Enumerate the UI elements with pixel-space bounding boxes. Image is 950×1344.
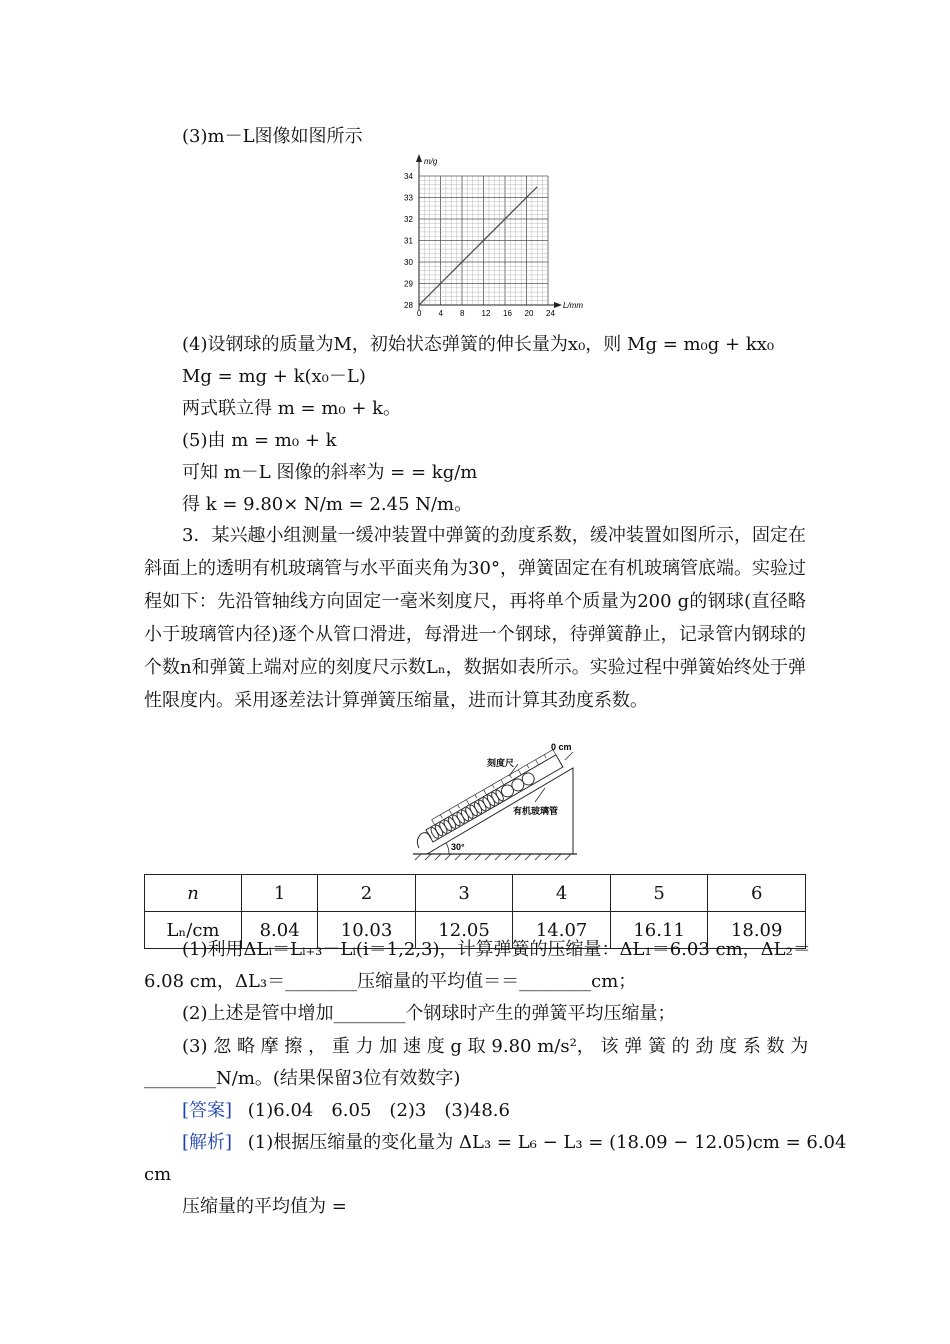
graph-ylabel: m/g: [424, 157, 438, 166]
x-tick-label: 16: [503, 309, 512, 318]
x-tick-label: 24: [546, 309, 555, 318]
fig-label-tube: 有机玻璃管: [513, 806, 559, 816]
table-cell: 2: [318, 875, 416, 912]
table-cell: 1: [242, 875, 318, 912]
analysis-text-c: 压缩量的平均值为 =: [182, 1196, 347, 1217]
table-head-n: n: [145, 875, 242, 912]
sol-item4-b: Mg = mg + k(x₀－L): [182, 366, 366, 387]
answer-line: [182, 1099, 510, 1123]
y-tick-label: 33: [404, 193, 413, 203]
y-tick-label: 29: [404, 279, 413, 289]
x-tick-label: 8: [460, 309, 465, 318]
q3-p1-b: 6.08 cm，ΔL₃＝________压缩量的平均值＝＝________cm；: [144, 971, 637, 992]
sol-item3: (3)m－L图像如图所示: [182, 126, 363, 147]
graph-yticks: [404, 172, 413, 310]
graph-xticks: [417, 309, 555, 318]
sol-item5-b: 可知 m－L 图像的斜率为 = = kg/m: [182, 462, 478, 483]
x-tick-label: 0: [417, 309, 422, 318]
y-tick-label: 28: [404, 301, 413, 310]
fig-label-ruler: 刻度尺: [487, 758, 515, 768]
ground-hatch: [415, 854, 571, 860]
answer-tag: [答案]: [182, 1100, 233, 1121]
buffer-device-figure: [405, 738, 585, 863]
table-cell: 8.04: [242, 912, 318, 949]
table-row: [145, 875, 806, 912]
table-cell: 3: [415, 875, 513, 912]
analysis-text-b: cm: [144, 1164, 172, 1185]
table-cell: 4: [513, 875, 611, 912]
y-tick-label: 30: [404, 258, 413, 267]
table-cell: 10.03: [318, 912, 416, 949]
table-cell: 16.11: [610, 912, 708, 949]
q3-p3-a: (3) 忽 略 摩 擦 ， 重 力 加 速 度 g 取 9.80 m/s²， 该 弹 簧 的 劲 度 系 数 为: [182, 1036, 809, 1057]
sol-item5-c: 得 k = 9.80× N/m = 2.45 N/m。: [182, 494, 473, 515]
y-tick-label: 32: [404, 215, 413, 224]
answer-text: (1)6.04 6.05 (2)3 (3)48.6: [247, 1100, 510, 1121]
sol-item5-a: (5)由 m = m₀ + k: [182, 430, 337, 451]
analysis-tag: [解析]: [182, 1132, 233, 1153]
x-tick-label: 4: [438, 309, 443, 318]
table-cell: 18.09: [708, 912, 806, 949]
analysis-line: [182, 1131, 846, 1155]
x-tick-label: 12: [481, 309, 491, 318]
sol-item4-a: (4)设钢球的质量为M，初始状态弹簧的伸长量为x₀，则 Mg = m₀g + kx₀: [182, 334, 775, 355]
y-tick-label: 34: [404, 172, 413, 181]
q3-intro: 3．某兴趣小组测量一缓冲装置中弹簧的劲度系数，缓冲装置如图所示，固定在斜面上的透明有机玻璃管与水平面夹角为30°，弹簧固定在有机玻璃管底端。实验过程如下：先沿管轴线方向固定一毫米刻度尺，再将单个质量为200 g的钢球(直径略小于玻璃管内径)逐个从管口滑进，每滑进一个钢球，待弹簧静止，记录管内钢球的个数n和弹簧上端对应的刻度尺示数Lₙ，数据如表所示。实验过程中弹簧始终处于弹性限度内。采用逐差法计算弹簧压缩量，进而计算其劲度系数。: [144, 525, 806, 711]
m-L-graph: [400, 150, 615, 320]
fig-label-angle: 30°: [451, 842, 465, 852]
table-cell: 14.07: [513, 912, 611, 949]
q3-p2: (2)上述是管中增加________个钢球时产生的弹簧平均压缩量；: [182, 1003, 676, 1024]
y-tick-label: 31: [404, 236, 413, 246]
analysis-text: (1)根据压缩量的变化量为 ΔL₃ = L₆ − L₃ = (18.09 − 12.05)cm = 6.04: [247, 1132, 847, 1153]
q3-p3-b: ________N/m。(结果保留3位有效数字): [144, 1068, 461, 1089]
table-head-L: Lₙ/cm: [145, 912, 242, 949]
x-tick-label: 20: [524, 309, 534, 318]
sol-item4-c: 两式联立得 m = m₀ + k。: [182, 398, 402, 419]
fig-label-zero: 0 cm: [551, 742, 572, 752]
graph-xlabel: L/mm: [563, 301, 583, 310]
table-cell: 5: [610, 875, 708, 912]
table-cell: 6: [708, 875, 806, 912]
table-cell: 12.05: [415, 912, 513, 949]
q3-p1-a: (1)利用ΔLᵢ＝Lᵢ₊₃－Lᵢ(i＝1,2,3)，计算弹簧的压缩量：ΔL₁＝6.03 cm，ΔL₂＝: [182, 939, 811, 960]
